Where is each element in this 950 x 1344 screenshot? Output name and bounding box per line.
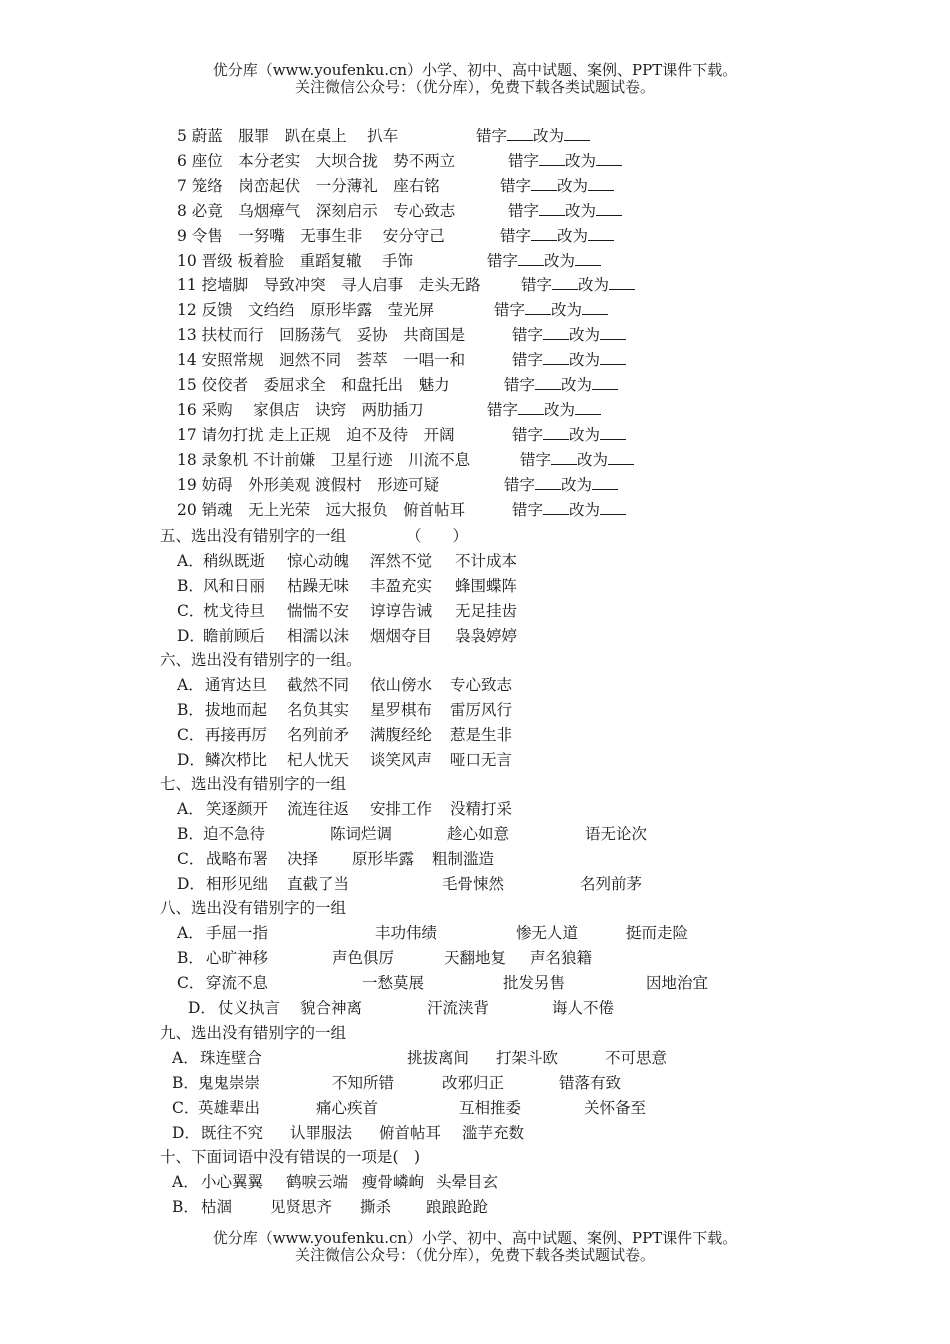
section-title <box>160 1023 346 1043</box>
wrong-label: 错字 <box>512 326 544 345</box>
option-word: 原形毕露 <box>352 849 415 868</box>
option-label: D． <box>188 998 216 1017</box>
error-row-answer <box>504 375 618 395</box>
wrong-label: 错字 <box>487 251 519 270</box>
option-word: 再接再厉 <box>205 725 268 744</box>
option-word: 毛骨悚然 <box>442 874 505 893</box>
answer-blank <box>531 226 557 241</box>
option-word: 拔地而起 <box>205 700 268 719</box>
error-row-answer <box>508 201 622 221</box>
option-word: 杞人忧天 <box>287 750 350 769</box>
error-row-words: 16 采购 家俱店 诀窍 两肋插刀 <box>177 400 424 419</box>
option-word: 貌合神离 <box>300 998 363 1017</box>
option-word: 英雄辈出 <box>198 1098 261 1117</box>
option-word: 穿流不息 <box>206 973 269 992</box>
answer-blank <box>592 475 618 490</box>
option-word: 认罪服法 <box>290 1123 353 1142</box>
option-word: 名列前矛 <box>287 725 350 744</box>
error-row-words: 19 妨碍 外形美观 渡假村 形迹可疑 <box>177 475 440 494</box>
error-row-answer <box>487 251 601 271</box>
change-label: 改为 <box>569 500 601 519</box>
answer-blank <box>525 300 551 315</box>
change-label: 改为 <box>561 376 593 394</box>
answer-blank <box>535 375 561 390</box>
change-label: 改为 <box>569 425 601 444</box>
option-word: 踉踉跄跄 <box>426 1197 489 1216</box>
change-label: 改为 <box>565 151 597 170</box>
option-word: 头晕目玄 <box>436 1172 499 1191</box>
option-word: 诲人不倦 <box>552 998 615 1017</box>
header-line-1: 优分库（www.youfenku.cn）小学、初中、高中试题、案例、PPT课件下载。 <box>212 61 738 79</box>
option-word: 粗制滥造 <box>432 849 495 868</box>
option-word: 挺而走险 <box>626 923 689 942</box>
option-word: 惨无人道 <box>516 923 579 942</box>
option-label: D． <box>177 874 205 893</box>
answer-blank <box>600 425 626 440</box>
option-word: 截然不同 <box>287 675 350 694</box>
answer-blank <box>552 275 578 290</box>
option-word: 浑然不觉 <box>370 551 433 570</box>
error-row-answer <box>500 176 614 196</box>
option-label: A． <box>177 923 204 942</box>
option-word: 丰功伟绩 <box>375 923 438 942</box>
option-label: D． <box>177 750 205 769</box>
option-word: 星罗棋布 <box>370 700 433 719</box>
option-word: 鹤唳云端 <box>286 1172 349 1191</box>
option-label: C． <box>172 1098 200 1117</box>
change-label: 改为 <box>565 201 597 220</box>
option-word: 俯首帖耳 <box>379 1123 442 1142</box>
option-word: 满腹经纶 <box>370 725 433 744</box>
answer-paren: （ ） <box>406 527 469 545</box>
error-row-words: 5 蔚蓝 服罪 趴在桌上 扒车 <box>177 127 399 145</box>
change-label: 改为 <box>561 475 593 494</box>
answer-blank <box>539 151 565 166</box>
option-word: 见贤思齐 <box>270 1197 333 1216</box>
error-row-words: 10 晋级 板着脸 重蹈复辙 手饰 <box>177 251 414 270</box>
error-row-words: 12 反馈 文绉绉 原形毕露 莹光屏 <box>177 301 435 320</box>
option-word: 陈词烂调 <box>330 824 393 843</box>
option-word: 惹是生非 <box>450 725 513 744</box>
answer-blank <box>543 500 569 515</box>
option-word: 不可思意 <box>605 1048 668 1067</box>
error-row-words: 13 扶杖而行 回肠荡气 妥协 共商国是 <box>177 326 466 345</box>
wrong-label: 错字 <box>508 151 540 170</box>
footer-line-1: 优分库（www.youfenku.cn）小学、初中、高中试题、案例、PPT课件下载。 <box>212 1229 738 1247</box>
answer-blank <box>551 450 577 465</box>
option-label: D． <box>172 1123 200 1142</box>
option-label: C． <box>177 725 205 744</box>
answer-blank <box>543 425 569 440</box>
option-word: 不计成本 <box>455 551 518 570</box>
option-word: 丰盈充实 <box>370 576 433 595</box>
option-word: 决择 <box>287 849 319 868</box>
option-word: 名列前茅 <box>580 874 643 893</box>
option-label: A． <box>177 799 204 818</box>
error-row-answer <box>512 425 626 445</box>
error-row-answer <box>476 126 590 146</box>
error-row-answer <box>512 350 626 370</box>
wrong-label: 错字 <box>508 201 540 220</box>
option-word: 趁心如意 <box>447 824 510 843</box>
answer-blank <box>608 450 634 465</box>
answer-blank <box>575 400 601 415</box>
option-label: A． <box>172 1172 199 1191</box>
option-word: 依山傍水 <box>370 675 433 694</box>
option-word: 谈笑风声 <box>370 750 433 769</box>
error-row-answer <box>494 300 608 320</box>
section-title-text: 九、选出没有错别字的一组 <box>160 1024 347 1042</box>
wrong-label: 错字 <box>494 301 526 320</box>
wrong-label: 错字 <box>512 425 544 444</box>
option-word: 挑拔离间 <box>407 1048 470 1067</box>
change-label: 改为 <box>533 127 565 145</box>
wrong-label: 错字 <box>521 276 553 295</box>
option-word: 风和日丽 <box>203 576 266 595</box>
error-row-answer <box>521 275 635 295</box>
option-word: 互相推委 <box>459 1098 522 1117</box>
option-word: 战略布署 <box>206 849 269 868</box>
error-row-answer <box>487 400 601 420</box>
answer-blank <box>575 251 601 266</box>
answer-blank <box>535 475 561 490</box>
option-word: 直截了当 <box>287 874 350 893</box>
error-row-words: 7 笼络 岗峦起伏 一分薄礼 座右铭 <box>177 176 440 195</box>
option-word: 流连往返 <box>287 799 350 818</box>
option-word: 枯躁无味 <box>287 576 350 595</box>
option-word: 迫不急待 <box>203 824 266 843</box>
option-word: 笑逐颜开 <box>206 799 269 818</box>
option-word: 相濡以沫 <box>287 626 350 645</box>
option-word: 语无论次 <box>585 824 648 843</box>
error-row-answer <box>508 151 622 171</box>
change-label: 改为 <box>578 276 610 295</box>
error-row-words: 15 佼佼者 委屈求全 和盘托出 魅力 <box>177 376 450 394</box>
answer-blank <box>588 176 614 191</box>
option-word: 稍纵既逝 <box>203 551 266 570</box>
error-row-words: 18 录象机 不计前嫌 卫星行迹 川流不息 <box>177 450 471 469</box>
answer-blank <box>588 226 614 241</box>
option-word: 瞻前顾后 <box>203 626 266 645</box>
option-label: B． <box>177 576 204 595</box>
section-title <box>160 650 362 670</box>
answer-blank <box>600 325 626 340</box>
option-word: 关怀备至 <box>584 1098 647 1117</box>
change-label: 改为 <box>551 301 583 320</box>
option-word: 痛心疾首 <box>316 1098 379 1117</box>
option-word: 没精打采 <box>450 799 513 818</box>
option-label: D． <box>177 626 205 645</box>
option-word: 因地治宜 <box>646 973 709 992</box>
option-word: 手屈一指 <box>206 923 269 942</box>
section-title-text: 五、选出没有错别字的一组 <box>160 527 347 545</box>
option-word: 滥芋充数 <box>462 1123 525 1142</box>
answer-blank <box>518 251 544 266</box>
page-header <box>0 62 950 96</box>
wrong-label: 错字 <box>487 400 519 419</box>
change-label: 改为 <box>569 326 601 345</box>
answer-blank <box>600 500 626 515</box>
section-title <box>160 774 346 794</box>
error-row-answer <box>512 325 626 345</box>
option-word: 专心致志 <box>450 675 513 694</box>
change-label: 改为 <box>577 450 609 469</box>
option-word: 珠连壁合 <box>200 1048 263 1067</box>
option-word: 烟烟夺目 <box>370 626 433 645</box>
option-word: 一愁莫展 <box>362 973 425 992</box>
answer-blank <box>582 300 608 315</box>
answer-blank <box>592 375 618 390</box>
error-row-answer <box>504 475 618 495</box>
option-word: 声名狼籍 <box>530 948 593 967</box>
option-word: 袅袅婷婷 <box>455 626 518 645</box>
option-word: 鬼鬼崇崇 <box>198 1073 261 1092</box>
wrong-label: 错字 <box>504 376 536 394</box>
option-word: 天翻地复 <box>444 948 507 967</box>
change-label: 改为 <box>557 176 589 195</box>
error-row-words: 11 挖墙脚 导致冲突 寻人启事 走头无路 <box>177 276 481 295</box>
answer-blank <box>543 350 569 365</box>
answer-blank <box>507 126 533 141</box>
option-word: 批发另售 <box>503 973 566 992</box>
change-label: 改为 <box>544 400 576 419</box>
error-row-words: 20 销魂 无上光荣 远大报负 俯首帖耳 <box>177 500 466 519</box>
option-label: A． <box>177 551 204 570</box>
section-title-text: 十、下面词语中没有错误的一项是( ) <box>160 1148 421 1166</box>
option-label: C． <box>177 973 205 992</box>
wrong-label: 错字 <box>512 351 544 370</box>
error-row-words: 9 令售 一努嘴 无事生非 安分守己 <box>177 226 445 245</box>
page-footer <box>0 1230 950 1264</box>
option-label: C． <box>177 601 205 620</box>
section-title <box>160 526 468 546</box>
option-word: 谆谆告诫 <box>370 601 433 620</box>
option-word: 不知所错 <box>332 1073 395 1092</box>
header-line-2: 关注微信公众号：（优分库），免费下载各类试题试卷。 <box>294 78 655 96</box>
wrong-label: 错字 <box>512 500 544 519</box>
option-word: 声色俱厉 <box>332 948 395 967</box>
option-word: 错落有致 <box>559 1073 622 1092</box>
wrong-label: 错字 <box>476 127 508 145</box>
answer-blank <box>543 325 569 340</box>
wrong-label: 错字 <box>520 450 552 469</box>
error-row-words: 6 座位 本分老实 大坝合拢 势不两立 <box>177 151 456 170</box>
answer-blank <box>609 275 635 290</box>
option-word: 惴惴不安 <box>287 601 350 620</box>
wrong-label: 错字 <box>504 475 536 494</box>
answer-blank <box>564 126 590 141</box>
option-word: 名负其实 <box>287 700 350 719</box>
answer-blank <box>531 176 557 191</box>
option-word: 心旷神移 <box>206 948 269 967</box>
option-label: A． <box>177 675 204 694</box>
option-word: 雷厉风行 <box>450 700 513 719</box>
option-label: B． <box>177 948 204 967</box>
option-label: B． <box>172 1073 199 1092</box>
option-label: C． <box>177 849 205 868</box>
option-word: 枕戈待旦 <box>203 601 266 620</box>
answer-blank <box>539 201 565 216</box>
option-word: 相形见绌 <box>206 874 269 893</box>
change-label: 改为 <box>569 351 601 370</box>
answer-blank <box>596 201 622 216</box>
option-label: B． <box>177 824 204 843</box>
change-label: 改为 <box>544 251 576 270</box>
error-row-words: 17 请勿打扰 走上正规 迫不及待 开阔 <box>177 425 455 444</box>
option-word: 改邪归正 <box>442 1073 505 1092</box>
option-word: 通宵达旦 <box>205 675 268 694</box>
section-title-text: 六、选出没有错别字的一组。 <box>160 651 362 669</box>
option-word: 打架斗欧 <box>496 1048 559 1067</box>
option-word: 鳞次栉比 <box>205 750 268 769</box>
option-word: 仗义执言 <box>218 998 281 1017</box>
option-word: 枯涸 <box>201 1197 233 1216</box>
error-row-words: 8 必竟 乌烟瘴气 深刻启示 专心致志 <box>177 201 456 220</box>
option-word: 小心翼翼 <box>201 1172 264 1191</box>
section-title <box>160 1147 420 1167</box>
wrong-label: 错字 <box>500 226 532 245</box>
error-row-words: 14 安照常规 迥然不同 荟萃 一唱一和 <box>177 351 466 370</box>
error-row-answer <box>500 226 614 246</box>
section-title-text: 七、选出没有错别字的一组 <box>160 775 347 793</box>
option-word: 无足挂齿 <box>455 601 518 620</box>
answer-blank <box>600 350 626 365</box>
option-word: 汗流浃背 <box>427 998 490 1017</box>
option-word: 撕杀 <box>360 1197 392 1216</box>
option-word: 蜂围蝶阵 <box>455 576 518 595</box>
section-title <box>160 898 346 918</box>
option-label: A． <box>172 1048 199 1067</box>
error-row-answer <box>512 500 626 520</box>
option-word: 既往不究 <box>201 1123 264 1142</box>
option-word: 惊心动魄 <box>287 551 350 570</box>
footer-line-2: 关注微信公众号：（优分库），免费下载各类试题试卷。 <box>294 1246 655 1264</box>
option-word: 安排工作 <box>370 799 433 818</box>
error-row-answer <box>520 450 634 470</box>
option-word: 哑口无言 <box>450 750 513 769</box>
change-label: 改为 <box>557 226 589 245</box>
section-title-text: 八、选出没有错别字的一组 <box>160 899 347 917</box>
option-word: 瘦骨嶙峋 <box>362 1172 425 1191</box>
answer-blank <box>518 400 544 415</box>
option-label: B． <box>172 1197 199 1216</box>
option-label: B． <box>177 700 204 719</box>
wrong-label: 错字 <box>500 176 532 195</box>
answer-blank <box>596 151 622 166</box>
